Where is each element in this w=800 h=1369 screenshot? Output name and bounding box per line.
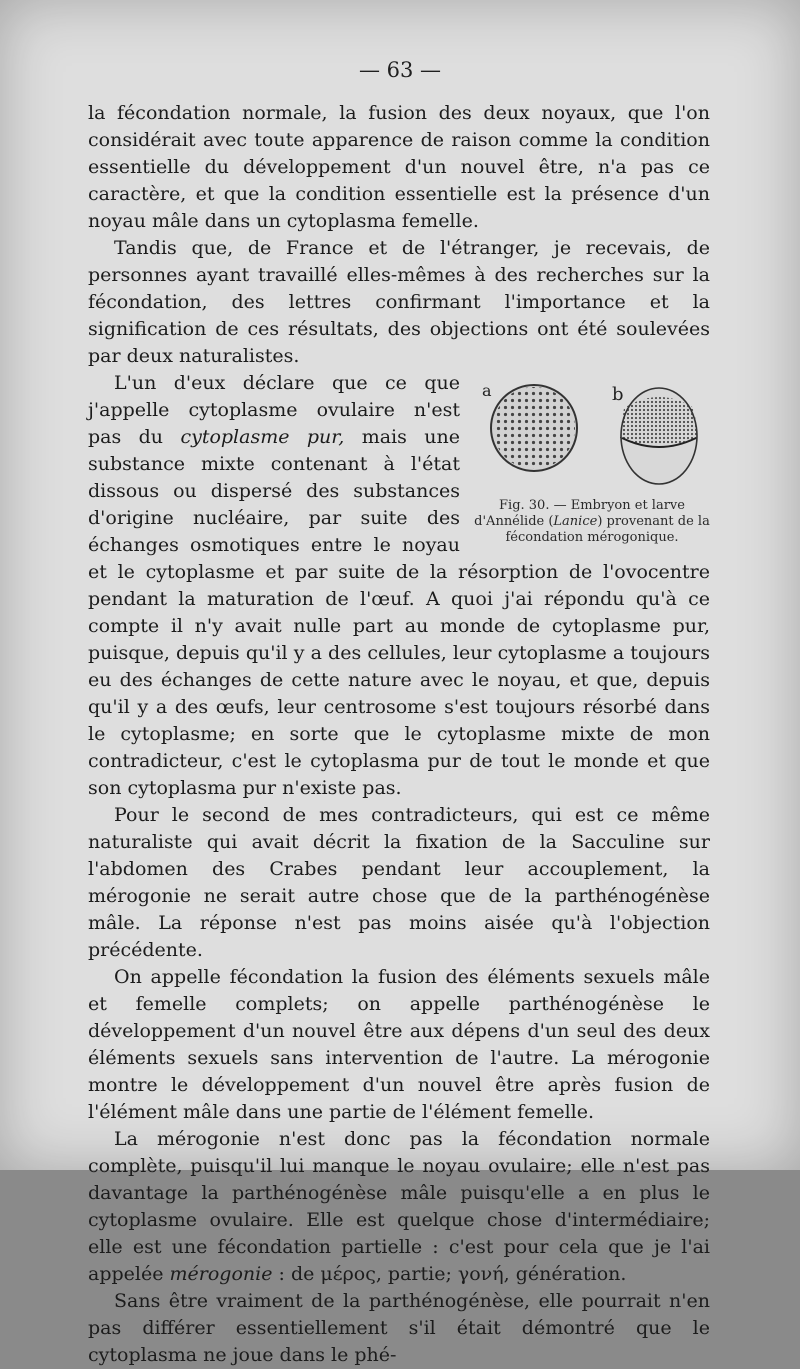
embryo-larva-drawing (474, 376, 710, 494)
paragraph: Sans être vraiment de la parthénogénèse, elle pourrait n'en pas différer essentiellement s'il était démontré que le cytoplasma ne joue dans le phé- (88, 1290, 710, 1366)
embryo-cells (493, 387, 575, 469)
figure-label-a: a (482, 381, 492, 400)
paragraph: Tandis que, de France et de l'étranger, je recevais, de personnes ayant travaillé elles-mêmes à des recherches sur la fécondation, des lettres confirmant l'importance et la signification de ces résultats, des objections ont été soulevées par deux naturalistes. (88, 237, 710, 367)
paragraph: la fécondation normale, la fusion des deux noyaux, que l'on considérait avec toute apparence de raison comme la condition essentielle du développement d'un nouvel être, n'a pas ce caractère, et que la condition essentielle est la présence d'un noyau mâle dans un cytoplasma femelle. (88, 102, 710, 232)
paragraph: Pour le second de mes contradicteurs, qui est ce même naturaliste qui avait décrit la fixation de la Sacculine sur l'abdomen des Crabes pendant leur accouplement, la mérogonie ne serait autre chose que de la parthénogénèse mâle. La réponse n'est pas moins aisée qu'à l'objection précédente. (88, 804, 710, 961)
paragraph: L'un d'eux déclare que ce que j'appelle cytoplasme ovulaire n'est pas du cytoplasme pur, mais une substance mixte contenant à l'état dissous ou dispersé des substances d'origine nucléaire, par suite des échanges osmotiques entre le noyau et le cytoplasme et par suite de la résorption de l'ovocentre pendant la maturation de l'œuf. A quoi j'ai répondu qu'à ce compte il n'y avait nulle part au monde de cytoplasme pur, puisque, depuis qu'il y a des cellules, leur cytoplasme a toujours eu des échanges de cette nature avec le noyau, et que, depuis qu'il y a des œufs, leur centrosome s'est toujours résorbé dans le cytoplasme; en sorte que le cytoplasme mixte de mon contradicteur, c'est le cytoplasma pur de tout le monde et que son cytoplasma pur n'existe pas. (88, 372, 710, 799)
page-number: — 63 — (358, 58, 442, 82)
figure-caption: Fig. 30. — Embryon et larve d'Annélide (Lanice) provenant de la fécondation mérogonique. (474, 498, 710, 545)
figure-30 (474, 376, 710, 546)
paragraph: On appelle fécondation la fusion des éléments sexuels mâle et femelle complets; on appelle parthénogénèse le développement d'un nouvel être aux dépens d'un seul des deux éléments sexuels sans intervention de l'autre. La mérogonie montre le développement d'un nouvel être après fusion de l'élément mâle dans une partie de l'élément femelle. (88, 966, 710, 1123)
larva-ciliated-band (620, 397, 698, 445)
paragraph: La mérogonie n'est donc pas la fécondation normale complète, puisqu'il lui manque le noyau ovulaire; elle n'est pas davantage la parthénogénèse mâle puisqu'elle a en plus le cytoplasme ovulaire. Elle est quelque chose d'intermédiaire; elle est une fécondation partielle : c'est pour cela que je l'ai appelée mérogonie : de μέρος, partie; γονή, génération. (88, 1128, 710, 1285)
body-text (88, 100, 710, 1369)
figure-illustration (474, 376, 710, 494)
figure-label-b: b (612, 384, 624, 405)
